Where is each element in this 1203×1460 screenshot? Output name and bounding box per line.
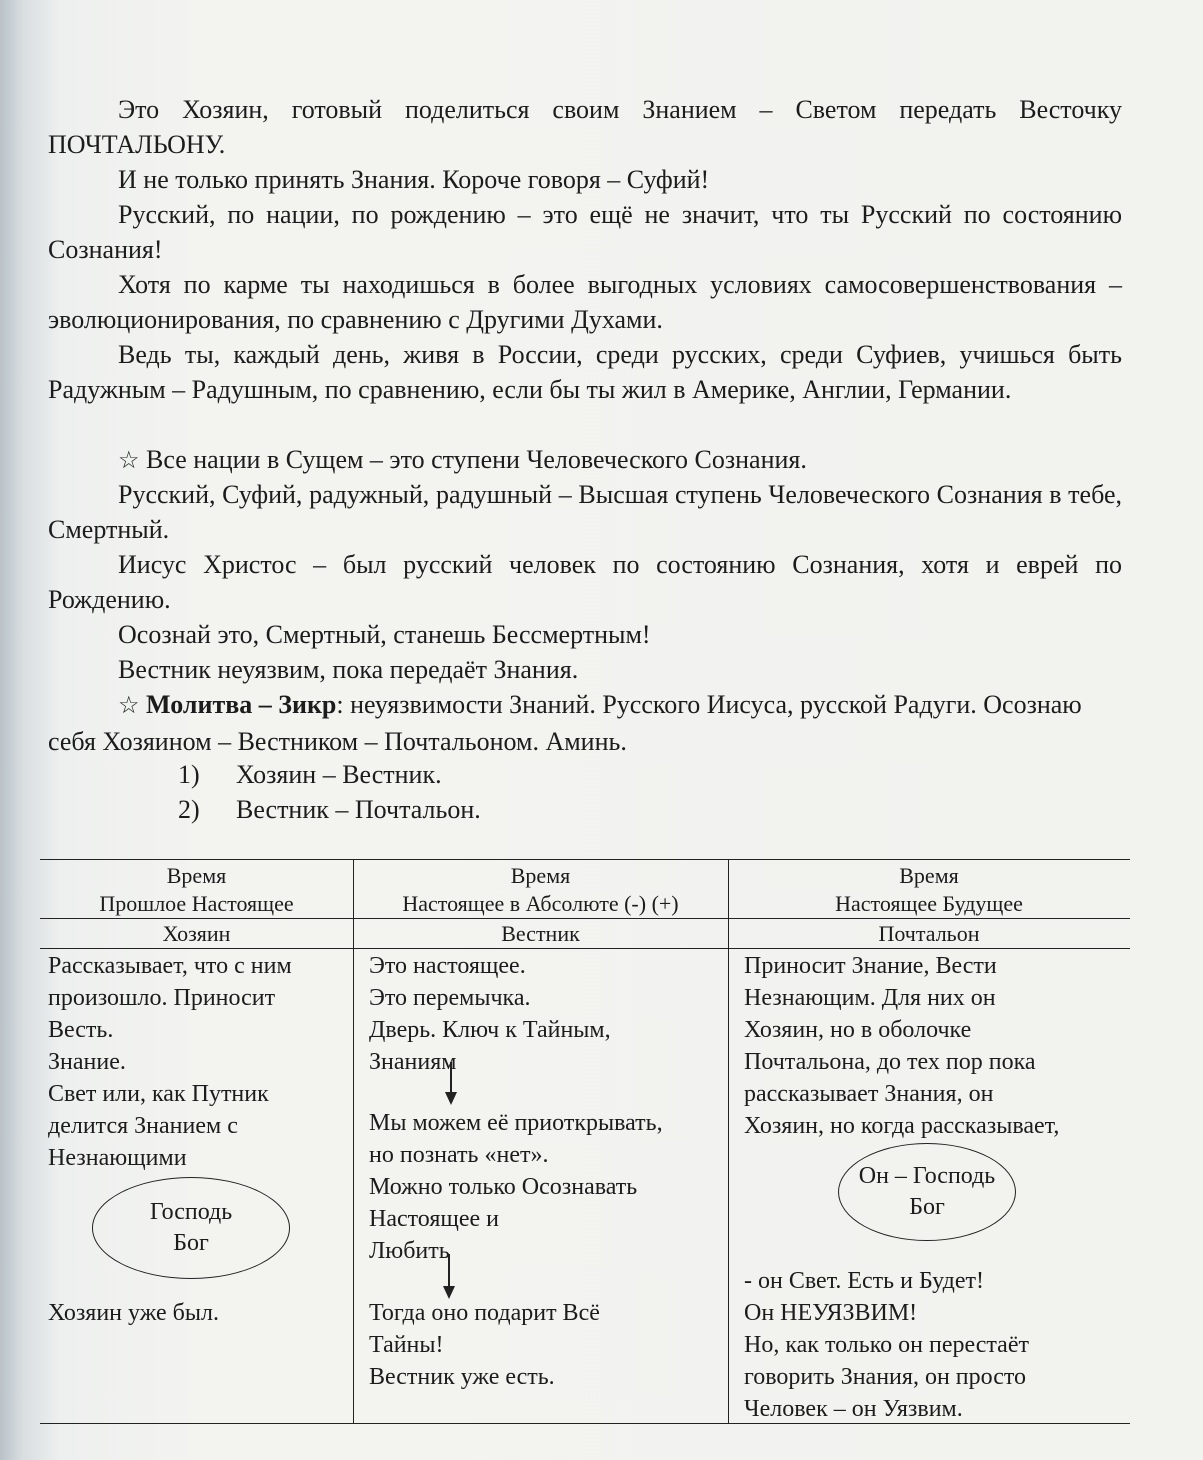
paragraph-9 bbox=[48, 617, 1122, 652]
paragraph-text: Осознай это, Смертный, станешь Бессмертным! bbox=[118, 620, 651, 649]
cell-line: Мы можем её приоткрывать, bbox=[369, 1110, 663, 1136]
paragraph-6 bbox=[48, 442, 1122, 479]
ellipse-line: Он – Господь bbox=[858, 1163, 996, 1189]
star-icon: ☆ bbox=[118, 693, 140, 719]
list-number: 1) bbox=[178, 760, 200, 789]
subheader-messenger: Вестник bbox=[501, 921, 580, 946]
prayer-label: Молитва – Зикр bbox=[146, 690, 337, 719]
cell-line: Знание. bbox=[48, 1049, 126, 1075]
paragraph-3 bbox=[48, 197, 1122, 267]
cell-line: Хозяин, но когда рассказывает, bbox=[744, 1113, 1060, 1139]
paragraph-7 bbox=[48, 477, 1122, 547]
header-col-2 bbox=[353, 862, 728, 918]
prayer-text: : неуязвимости Знаний. Русского Иисуса, русской Радуги. Осознаю себя Хозяином – Вестником – Почтальоном. Аминь. bbox=[48, 690, 1082, 756]
list-number: 2) bbox=[178, 795, 200, 824]
cell-line: Человек – он Уязвим. bbox=[744, 1396, 963, 1422]
subheader-host: Хозяин bbox=[162, 921, 231, 946]
col1-text bbox=[48, 950, 348, 1174]
paragraph-5 bbox=[48, 337, 1122, 407]
paragraph-4 bbox=[48, 267, 1122, 337]
paragraph-text: Ведь ты, каждый день, живя в России, среди русских, среди Суфиев, учишься быть Радужным – Радушным, по сравнению, если бы ты жил в Америке, Англии, Германии. bbox=[48, 340, 1122, 404]
col2-text-c bbox=[369, 1297, 724, 1393]
list-text: Хозяин – Вестник. bbox=[236, 760, 442, 789]
col2-text-a bbox=[369, 950, 724, 1078]
cell-line: Любить bbox=[369, 1238, 450, 1264]
he-lord-god-ellipse bbox=[838, 1143, 1016, 1241]
cell-line: Он НЕУЯЗВИМ! bbox=[744, 1300, 918, 1326]
list-text: Вестник – Почтальон. bbox=[236, 795, 481, 824]
cell-line: говорить Знания, он просто bbox=[744, 1364, 1027, 1390]
cell-line: Настоящее и bbox=[369, 1206, 500, 1232]
col2-text-b bbox=[369, 1107, 724, 1267]
cell-line: делится Знанием с bbox=[48, 1113, 238, 1139]
col3-text-b bbox=[744, 1265, 1129, 1425]
paragraph-2 bbox=[48, 162, 1122, 197]
down-arrow-icon bbox=[444, 1062, 458, 1106]
ellipse-line: Господь bbox=[149, 1199, 233, 1225]
cell-line: Рассказывает, что с ним bbox=[48, 953, 292, 979]
paragraph-8 bbox=[48, 547, 1122, 617]
cell-line: Хозяин, но в оболочке bbox=[744, 1017, 972, 1043]
cell-line: Свет или, как Путник bbox=[48, 1081, 269, 1107]
lord-god-ellipse bbox=[92, 1177, 290, 1279]
header-col-3 bbox=[728, 862, 1130, 918]
header-time: Время bbox=[899, 863, 959, 888]
col1-footer: Хозяин уже был. bbox=[48, 1300, 219, 1326]
header-period: Прошлое Настоящее bbox=[99, 891, 294, 916]
cell-line: Но, как только он перестаёт bbox=[744, 1332, 1029, 1358]
prayer-paragraph bbox=[48, 687, 1122, 759]
table-divider bbox=[40, 918, 1130, 919]
cell-line: Приносит Знание, Вести bbox=[744, 953, 997, 979]
cell-line: Незнающими bbox=[48, 1145, 187, 1171]
cell-line: Тогда оно подарит Всё bbox=[369, 1300, 600, 1326]
cell-line: Вестник уже есть. bbox=[369, 1364, 555, 1390]
list-item bbox=[178, 757, 442, 792]
paragraph-text: Это Хозяин, готовый поделиться своим Знанием – Светом передать Весточку ПОЧТАЛЬОНУ. bbox=[48, 95, 1122, 159]
paragraph-text: Хотя по карме ты находишься в более выгодных условиях самосовершенствования – эволюционирования, по сравнению с Другими Духами. bbox=[48, 270, 1122, 334]
cell-line: произошло. Приносит bbox=[48, 985, 276, 1011]
header-col-1 bbox=[40, 862, 353, 918]
cell-line: Это настоящее. bbox=[369, 953, 526, 979]
ellipse-line: Бог bbox=[909, 1194, 945, 1220]
cell-line: Можно только Осознавать bbox=[369, 1174, 638, 1200]
paragraph-text: Иисус Христос – был русский человек по состоянию Сознания, хотя и еврей по Рождению. bbox=[48, 550, 1122, 614]
paragraph-text: Все нации в Сущем – это ступени Человеческого Сознания. bbox=[146, 445, 807, 474]
paragraph-1 bbox=[48, 92, 1122, 162]
cell-line: Почтальона, до тех пор пока bbox=[744, 1049, 1036, 1075]
comparison-table bbox=[40, 859, 1130, 1425]
table-border-top bbox=[40, 859, 1130, 860]
header-period: Настоящее Будущее bbox=[835, 891, 1023, 916]
header-time: Время bbox=[510, 863, 571, 888]
cell-line: Весть. bbox=[48, 1017, 114, 1043]
cell-line: но познать «нет». bbox=[369, 1142, 549, 1168]
table-divider bbox=[40, 948, 1130, 949]
cell-line: Это перемычка. bbox=[369, 985, 531, 1011]
subheader-postman: Почтальон bbox=[878, 921, 980, 946]
header-period: Настоящее в Абсолюте (-) (+) bbox=[402, 891, 679, 916]
paragraph-text: Русский, Суфий, радужный, радушный – Высшая ступень Человеческого Сознания в тебе, Смертный. bbox=[48, 480, 1122, 544]
cell-line: Незнающим. Для них он bbox=[744, 985, 996, 1011]
col3-text-a bbox=[744, 950, 1129, 1142]
down-arrow-icon bbox=[442, 1254, 456, 1300]
header-time: Время bbox=[166, 863, 227, 888]
ellipse-line: Бог bbox=[173, 1230, 209, 1256]
paragraph-text: Вестник неуязвим, пока передаёт Знания. bbox=[118, 655, 579, 684]
list-item bbox=[178, 792, 481, 827]
cell-line: Дверь. Ключ к Тайным, bbox=[369, 1017, 611, 1043]
cell-line: Тайны! bbox=[369, 1332, 444, 1358]
star-icon: ☆ bbox=[118, 448, 140, 474]
paragraph-text: Русский, по нации, по рождению – это ещё не значит, что ты Русский по состоянию Сознания! bbox=[48, 200, 1122, 264]
cell-line: рассказывает Знания, он bbox=[744, 1081, 994, 1107]
paragraph-10 bbox=[48, 652, 1122, 687]
cell-line: - он Свет. Есть и Будет! bbox=[744, 1268, 984, 1294]
paragraph-text: И не только принять Знания. Короче говоря – Суфий! bbox=[118, 165, 710, 194]
cell-line: Знаниям bbox=[369, 1049, 457, 1075]
